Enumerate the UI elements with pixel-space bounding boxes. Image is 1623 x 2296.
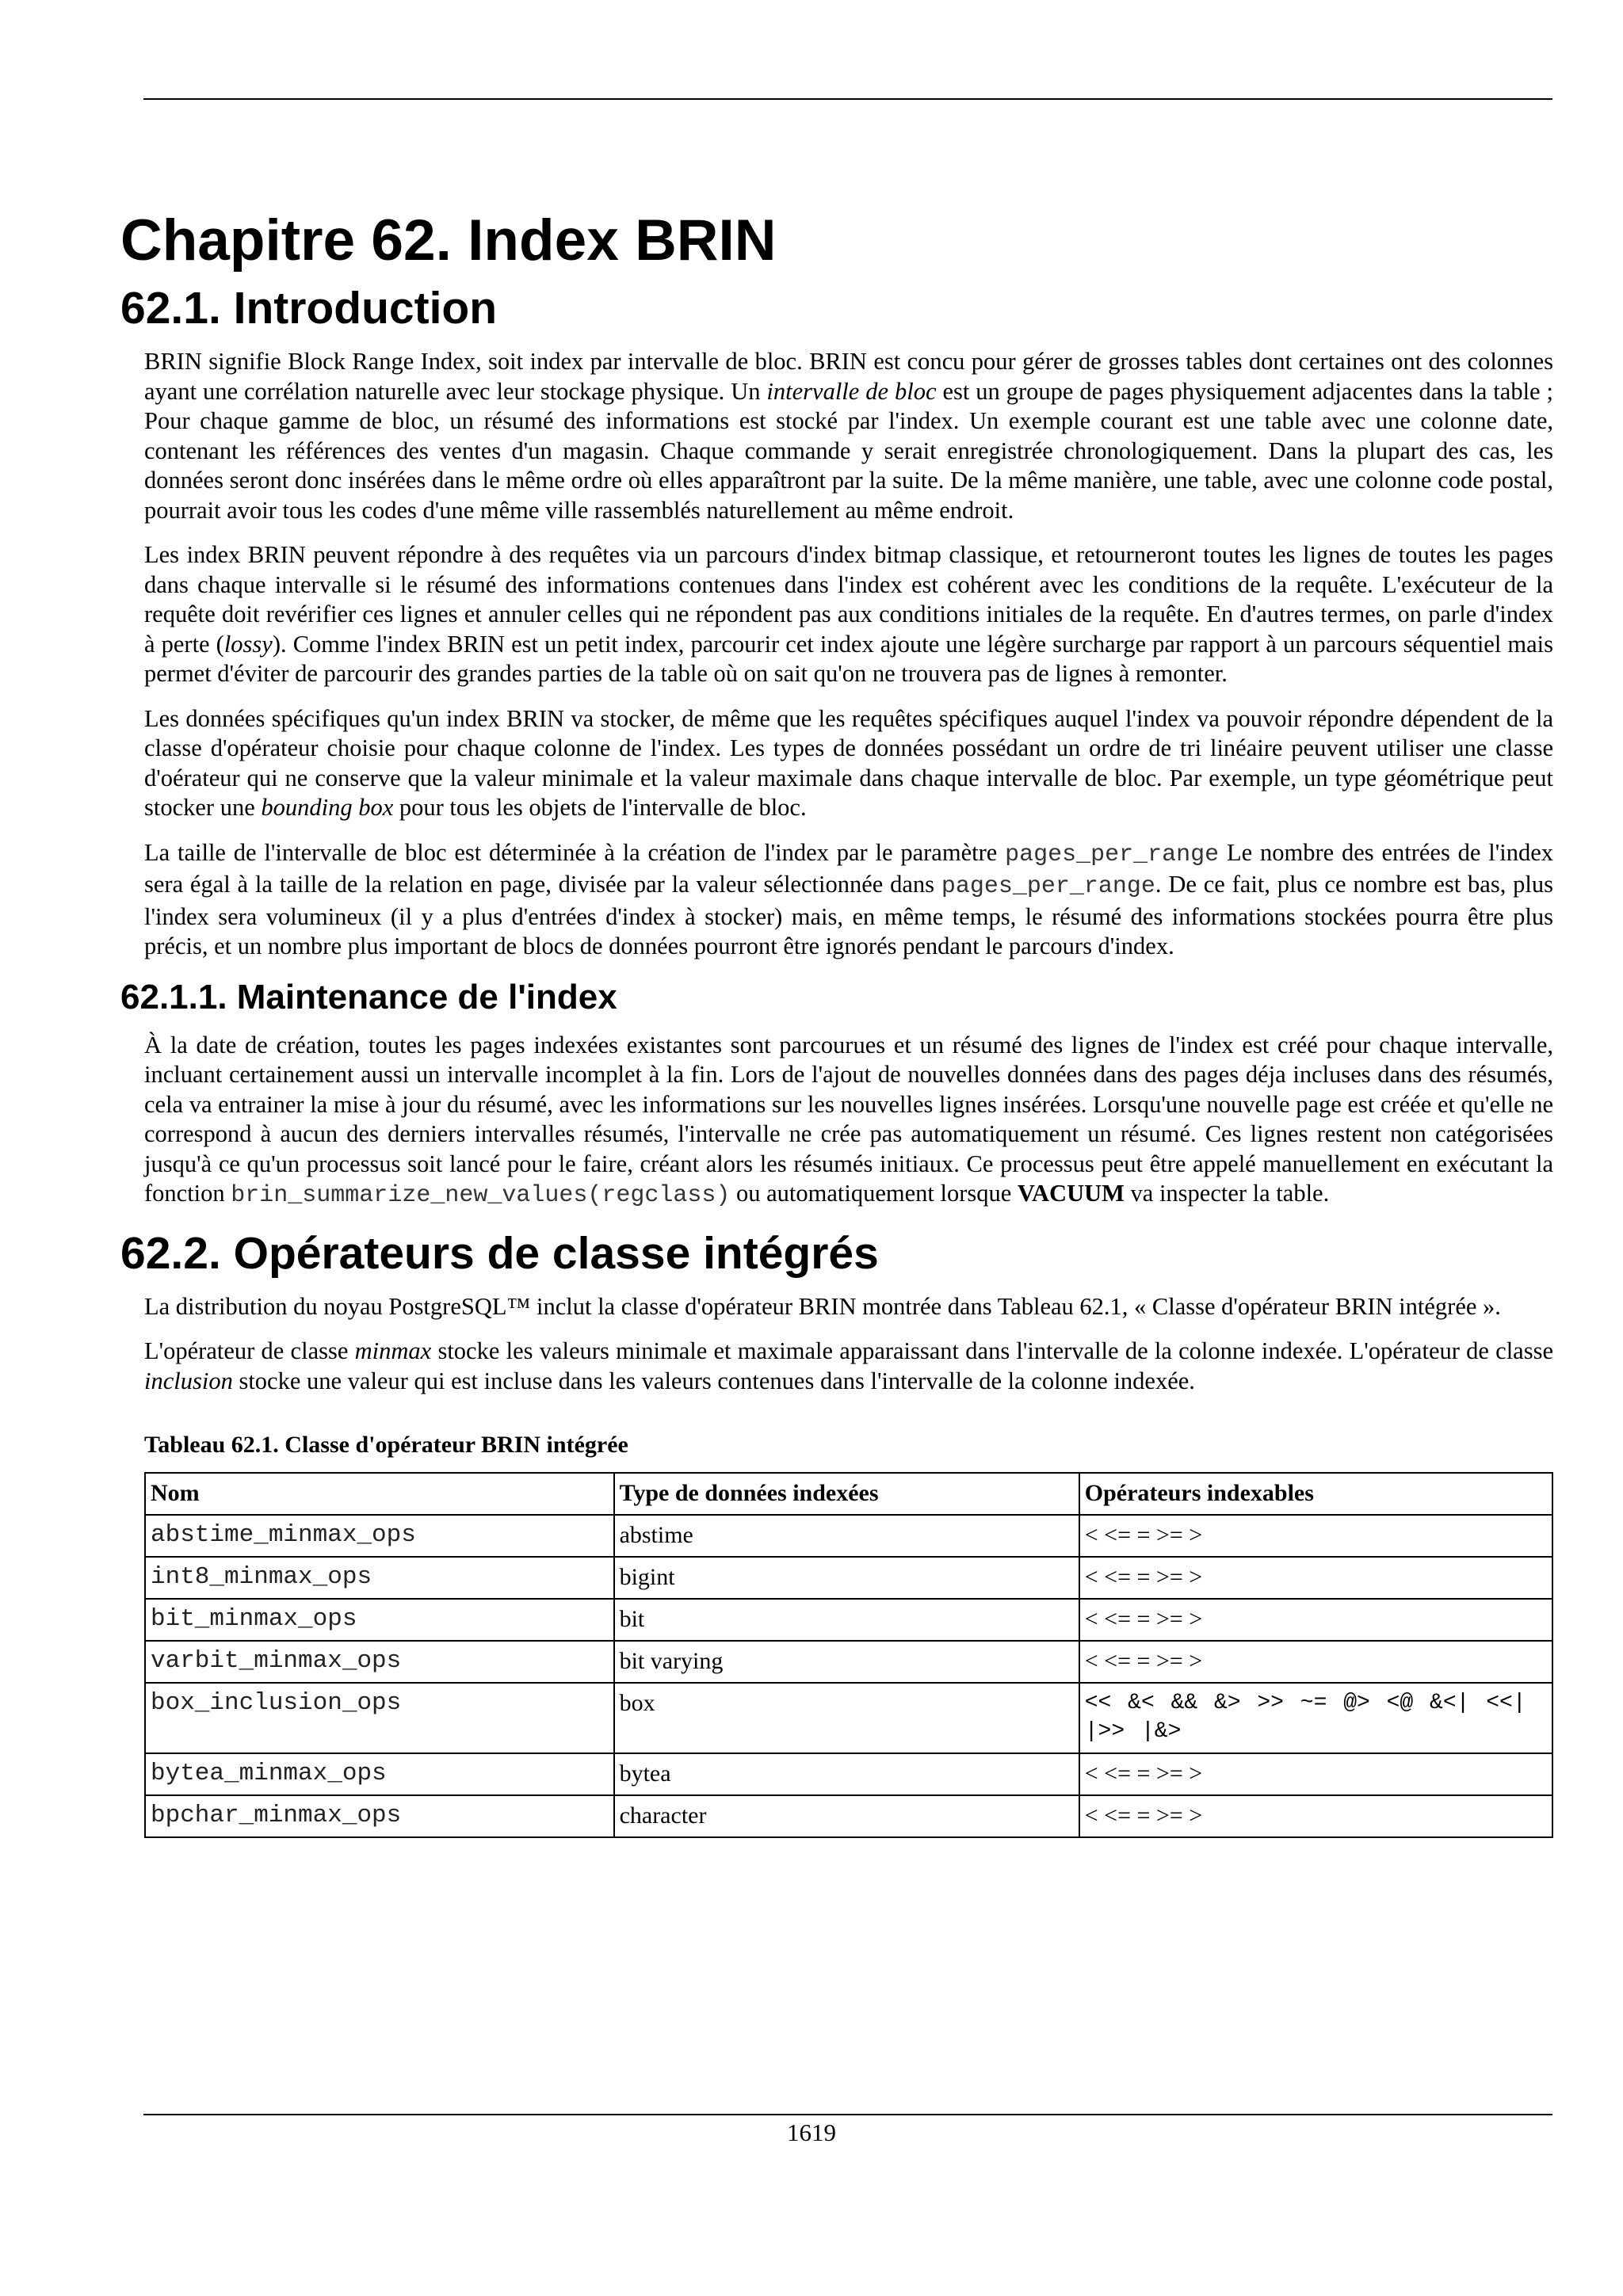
paragraph: L'opérateur de classe minmax stocke les valeurs minimale et maximale apparaissant dans l'intervalle de la colonne indexée. L'opérateur de classe inclusion stocke une valeur qui est incluse dans les valeurs contenues dans l'intervalle de la colonne indexée. bbox=[144, 1337, 1553, 1394]
paragraph: La distribution du noyau PostgreSQL™ inclut la classe d'opérateur BRIN montrée dans Tableau 62.1, « Classe d'opérateur BRIN intégrée ». bbox=[144, 1292, 1501, 1320]
table-caption: Tableau 62.1. Classe d'opérateur BRIN intégrée bbox=[144, 1432, 628, 1458]
cell-ops: < <= = >= > bbox=[1079, 1795, 1552, 1837]
page-content bbox=[120, 208, 1553, 1838]
table-row bbox=[145, 1795, 1552, 1837]
command-name: VACUUM bbox=[1017, 1180, 1125, 1207]
paragraph: Les données spécifiques qu'un index BRIN va stocker, de même que les requêtes spécifiques auquel l'index va pouvoir répondre dépendent de la classe d'opérateur choisie pour chaque colonne de l'index. Les types de données possédant un ordre de tri linéaire peuvent utiliser une classe d'oérateur qui ne conserve que la valeur minimale et la valeur maximale dans chaque intervalle de bloc. Par exemple, un type géométrique peut stocker une bounding box pour tous les objets de l'intervalle de bloc. bbox=[144, 704, 1553, 821]
cell-name: abstime_minmax_ops bbox=[145, 1515, 614, 1557]
cell-ops: < <= = >= > bbox=[1079, 1599, 1552, 1641]
paragraph: Les index BRIN peuvent répondre à des requêtes via un parcours d'index bitmap classique, et retourneront toutes les lignes de toutes les pages dans chaque intervalle si le résumé des informations contenues dans l'index est cohérent avec les conditions de la requête. L'exécuteur de la requête doit revérifier ces lignes et annuler celles qui ne répondent pas aux conditions initiales de la requête. En d'autres termes, on parle d'index à perte (lossy). Comme l'index BRIN est un petit index, parcourir cet index ajoute une légère surcharge par rapport à un parcours séquentiel mais permet d'éviter de parcourir des grandes parties de la table où on sait qu'on ne trouvera pas de lignes à remonter. bbox=[144, 541, 1553, 687]
footer-rule bbox=[143, 2114, 1552, 2115]
cell-type: abstime bbox=[614, 1515, 1079, 1557]
cell-type: box bbox=[614, 1683, 1079, 1753]
cell-name: box_inclusion_ops bbox=[145, 1683, 614, 1753]
cell-ops: < <= = >= > bbox=[1079, 1515, 1552, 1557]
column-header-type: Type de données indexées bbox=[614, 1473, 1079, 1515]
cell-name: varbit_minmax_ops bbox=[145, 1641, 614, 1683]
cell-type: bytea bbox=[614, 1753, 1079, 1795]
cell-name: bit_minmax_ops bbox=[145, 1599, 614, 1641]
cell-ops: << &< && &> >> ~= @> <@ &<| <<| |>> |&> bbox=[1079, 1683, 1552, 1753]
cell-type: bit bbox=[614, 1599, 1079, 1641]
paragraph: La taille de l'intervalle de bloc est déterminée à la création de l'index par le paramètre pages_per_range Le nombre des entrées de l'index sera égal à la taille de la relation en page, divisée par la valeur sélectionnée dans pages_per_range. De ce fait, plus ce nombre est bas, plus l'index sera volumineux (il y a plus d'entrées d'index à stocker) mais, en même temps, le résumé des informations stockées pourra être plus précis, et un nombre plus important de blocs de données pourront être ignorés pendant le parcours d'index. bbox=[144, 838, 1553, 959]
inline-code: pages_per_range bbox=[1005, 841, 1220, 868]
chapter-title: Chapitre 62. Index BRIN bbox=[120, 208, 777, 273]
cell-type: character bbox=[614, 1795, 1079, 1837]
column-header-nom: Nom bbox=[145, 1473, 614, 1515]
section-body-introduction bbox=[144, 347, 1553, 962]
header-rule bbox=[143, 98, 1552, 100]
emphasis: intervalle de bloc bbox=[766, 377, 937, 405]
inline-code: pages_per_range bbox=[941, 873, 1155, 900]
emphasis: bounding box bbox=[261, 794, 394, 821]
cell-name: int8_minmax_ops bbox=[145, 1557, 614, 1599]
section-body-maintenance bbox=[144, 1031, 1553, 1211]
subsection-title-maintenance: 62.1.1. Maintenance de l'index bbox=[120, 977, 617, 1016]
section-title-introduction: 62.1. Introduction bbox=[120, 283, 498, 334]
cell-name: bytea_minmax_ops bbox=[145, 1753, 614, 1795]
column-header-operateurs: Opérateurs indexables bbox=[1079, 1473, 1552, 1515]
cell-type: bit varying bbox=[614, 1641, 1079, 1683]
inline-code: brin_summarize_new_values(regclass) bbox=[231, 1182, 731, 1209]
table-header-row bbox=[145, 1473, 1552, 1515]
table-row bbox=[145, 1683, 1552, 1753]
table-row bbox=[145, 1557, 1552, 1599]
paragraph: À la date de création, toutes les pages indexées existantes sont parcourues et un résumé des lignes de l'index est créé pour chaque intervalle, incluant certainement aussi un intervalle incomplet à la fin. Lors de l'ajout de nouvelles données dans des pages déja incluses dans des résumés, cela va entrainer la mise à jour du résumé, avec les informations sur les nouvelles lignes insérées. Lorsqu'une nouvelle page est créée et qu'elle ne correspond à aucun des derniers intervalles résumés, l'intervalle ne crée pas automatiquement un résumé. Ces lignes restent non catégorisées jusqu'à ce qu'un processus soit lancé pour le faire, créant alors les résumés initiaux. Ce processus peut être appelé manuellement en exécutant la fonction brin_summarize_new_values(regclass) ou automatiquement lorsque VACUUM va inspecter la table. bbox=[144, 1031, 1553, 1209]
table-row bbox=[145, 1641, 1552, 1683]
cell-ops: < <= = >= > bbox=[1079, 1557, 1552, 1599]
cell-name: bpchar_minmax_ops bbox=[145, 1795, 614, 1837]
table-row bbox=[145, 1753, 1552, 1795]
emphasis: minmax bbox=[354, 1337, 432, 1364]
page-number: 1619 bbox=[787, 2119, 836, 2146]
table-row bbox=[145, 1599, 1552, 1641]
section-body-operators bbox=[144, 1292, 1553, 1839]
cell-ops: < <= = >= > bbox=[1079, 1641, 1552, 1683]
operator-class-table bbox=[144, 1472, 1553, 1838]
emphasis: inclusion bbox=[144, 1367, 233, 1394]
section-title-operators: 62.2. Opérateurs de classe intégrés bbox=[120, 1227, 879, 1279]
cell-type: bigint bbox=[614, 1557, 1079, 1599]
table-row bbox=[145, 1515, 1552, 1557]
emphasis: lossy bbox=[223, 630, 273, 658]
paragraph: BRIN signifie Block Range Index, soit index par intervalle de bloc. BRIN est concu pour gérer de grosses tables dont certaines ont des colonnes ayant une corrélation naturelle avec leur stockage physique. Un intervalle de bloc est un groupe de pages physiquement adjacentes dans la table ; Pour chaque gamme de bloc, un résumé des informations est stocké par l'index. Un exemple courant est une table avec une colonne date, contenant les références des ventes d'un magasin. Chaque commande y serait enregistrée chronologiquement. Dans la plupart des cas, les données seront donc insérées dans le même ordre où elles apparaîtront par la suite. De la même manière, une table, avec une colonne code postal, pourrait avoir tous les codes d'une même ville rassemblés naturellement au même endroit. bbox=[144, 348, 1554, 524]
cell-ops: < <= = >= > bbox=[1079, 1753, 1552, 1795]
